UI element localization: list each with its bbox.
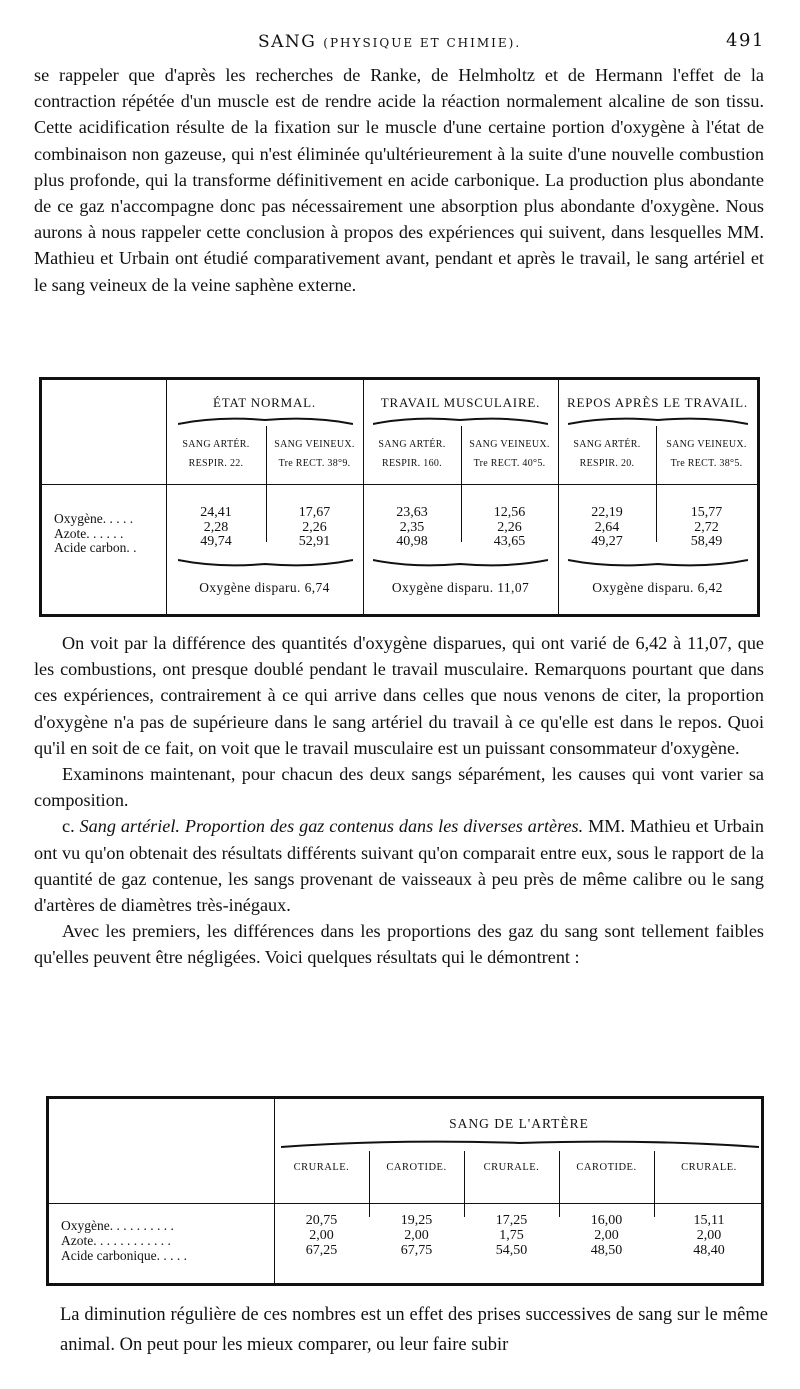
paragraph-2: On voit par la différence des quantités d'oxygène disparues, qui ont varié de 6,42 à 11,07, que les combustions, ont presque doublé pendant le travail musculaire. Remarquons pourtant que dans ces expériences, contrairement à ce qui arrive dans celles que nous venons de citer, la proportion d'oxygène n'a pas de supérieure dans le sang artériel du travail à ce qu'elle est dans le repos. Quoi qu'il en soit de ce fait, on voit que le travail musculaire est un puissant consommateur d'oxygène.	[34, 633, 764, 758]
oxygen-disparu-2: Oxygène disparu. 11,07	[391, 580, 530, 595]
row-label-azote: Azote. . . . . . . . . . . .	[61, 1233, 171, 1248]
oxygen-disparu-1: Oxygène disparu. 6,74	[199, 580, 330, 595]
subheader-2: SANG VEINEUX. Tre RECT. 38°9.	[274, 439, 355, 469]
row-label-oxygene: Oxygène. . . . .	[54, 511, 134, 526]
values-carotide-2: 16,00 2,00 48,50	[590, 1213, 623, 1258]
brace-table2	[281, 1137, 759, 1149]
row-label-acide: Acide carbon. .	[54, 540, 137, 555]
col-carotide-1: CAROTIDE.	[386, 1162, 447, 1173]
values-crurale-3: 15,11 2,00 48,40	[693, 1213, 725, 1258]
table-blood-gases-work	[39, 377, 760, 617]
col-crurale-3: CRURALE.	[681, 1162, 737, 1173]
brace-3	[568, 414, 748, 426]
values-crurale-2: 17,25 1,75 54,50	[495, 1213, 528, 1258]
paragraph-3: Examinons maintenant, pour chacun des deux sangs séparément, les causes qui vont varier sa composition.	[34, 764, 764, 811]
subheader-3: SANG ARTÉR. RESPIR. 160.	[378, 439, 446, 469]
values-crurale-1: 20,75 2,00 67,25	[305, 1213, 338, 1258]
values-col-5: 22,19 2,64 49,27	[591, 505, 623, 549]
values-col-1: 24,41 2,28 49,74	[200, 505, 232, 549]
subheader-5: SANG ARTÉR. RESPIR. 20.	[573, 439, 641, 469]
subheader-4: SANG VEINEUX. Tre RECT. 40°5.	[469, 439, 550, 469]
values-col-3: 23,63 2,35 40,98	[396, 505, 428, 549]
running-header	[0, 28, 800, 58]
page-number: 491	[726, 30, 765, 51]
oxygen-disparu-3: Oxygène disparu. 6,42	[592, 580, 723, 595]
running-title	[258, 32, 521, 52]
paragraph-5: Avec les premiers, les différences dans les proportions des gaz du sang sont tellement faibles qu'elles peuvent être négligées. Voici quelques résultats qui le démontrent :	[34, 921, 764, 968]
paragraph-1	[34, 62, 764, 298]
group-sang-artere: SANG DE L'ARTÈRE	[449, 1116, 589, 1131]
paragraph-1-text: se rappeler que d'après les recherches de Ranke, de Helmholtz et de Hermann l'effet de la contraction répétée d'un muscle est de rendre acide la réaction normalement alcaline de son tissu. Cette acidification résulte de la fixation sur le muscle d'une certaine portion d'oxygène à l'état de combinaison non gazeuse, qui n'est éliminée qu'ultérieurement à la suite d'une nouvelle combustion plus profonde, qui la transforme définitivement en acide carbonique. La production plus abondante de ce gaz n'accompagne donc pas nécessairement une absorption plus abondante d'oxygène. Nous aurons à nous rappeler cette conclusion à propos des expériences qui suivent, dans lesquelles MM. Mathieu et Urbain ont étudié comparativement avant, pendant et après le travail, le sang artériel et le sang veineux de la veine saphène externe.	[34, 65, 764, 295]
values-col-4: 12,56 2,26 43,65	[493, 505, 526, 549]
values-carotide-1: 19,25 2,00 67,75	[400, 1213, 433, 1258]
brace-bottom-2	[373, 558, 548, 570]
paragraph-4: c. Sang artériel. Proportion des gaz contenus dans les diverses artères. MM. Mathieu et Urbain ont vu qu'on obtenait des résultats différents suivant qu'on comparait entre eux, sous le rapport de la quantité de gaz contenue, les sangs provenant de vaisseaux à peu près de même calibre ou le sang d'artères de diamètres très-inégaux.	[34, 816, 764, 916]
brace-bottom-3	[568, 558, 748, 570]
group-etat-normal: ÉTAT NORMAL.	[213, 395, 316, 410]
paragraph-group-2	[34, 630, 764, 971]
table-arterial-blood	[46, 1096, 764, 1286]
values-col-2: 17,67 2,26 52,91	[298, 505, 331, 549]
values-col-6: 15,77 2,72 58,49	[690, 505, 723, 549]
group-travail: TRAVAIL MUSCULAIRE.	[380, 395, 541, 410]
brace-2	[373, 414, 548, 426]
row-label-oxygene: Oxygène. . . . . . . . . .	[61, 1218, 174, 1233]
paragraph-6-text: La diminution régulière de ces nombres est un effet des prises successives de sang sur le même animal. On peut pour les mieux comparer, ou leur faire subir	[60, 1305, 768, 1355]
brace-1	[178, 414, 353, 426]
row-label-acide: Acide carbonique. . . . .	[61, 1248, 187, 1263]
col-carotide-2: CAROTIDE.	[576, 1162, 637, 1173]
group-repos: REPOS APRÈS LE TRAVAIL.	[567, 395, 748, 410]
row-label-azote: Azote. . . . . .	[54, 525, 124, 541]
col-crurale-2: CRURALE.	[483, 1162, 540, 1173]
subheader-1: SANG ARTÉR. RESPIR. 22.	[182, 439, 250, 469]
subheader-6: SANG VEINEUX. Tre RECT. 38°5.	[666, 439, 747, 469]
col-crurale-1: CRURALE.	[293, 1162, 350, 1173]
header-title: SANG	[258, 32, 317, 52]
paragraph-6	[60, 1300, 768, 1360]
brace-bottom-1	[178, 558, 353, 570]
header-subtitle: (PHYSIQUE ET CHIMIE).	[323, 36, 522, 50]
